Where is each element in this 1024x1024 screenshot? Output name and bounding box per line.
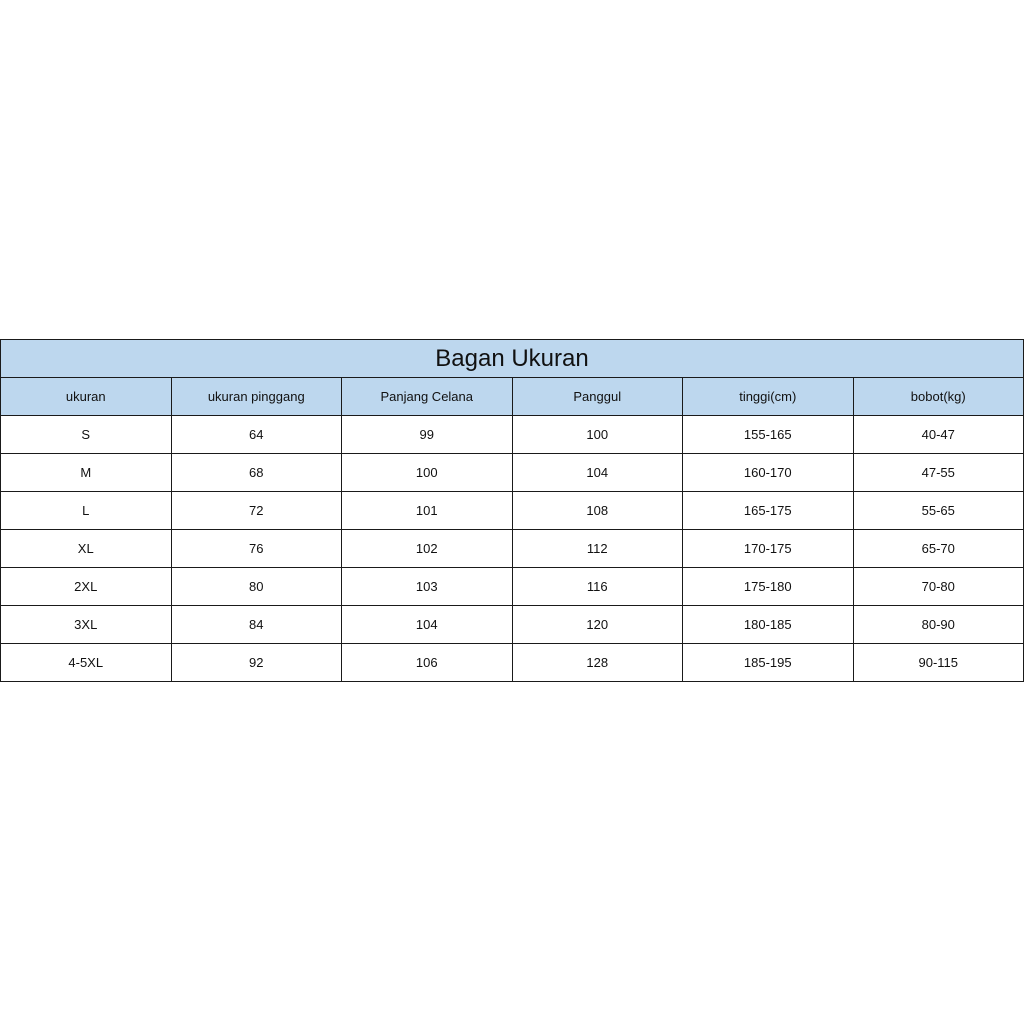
table-cell: 101 — [342, 492, 513, 530]
table-cell: 108 — [512, 492, 683, 530]
table-cell: 90-115 — [853, 644, 1024, 682]
table-row — [1, 530, 1024, 568]
table-cell: 70-80 — [853, 568, 1024, 606]
column-header-ukuran-pinggang: ukuran pinggang — [171, 378, 342, 416]
column-header-tinggi: tinggi(cm) — [683, 378, 854, 416]
table-cell: 175-180 — [683, 568, 854, 606]
table-cell: 47-55 — [853, 454, 1024, 492]
column-header-panjang-celana: Panjang Celana — [342, 378, 513, 416]
size-chart-table — [0, 339, 1024, 682]
table-cell: 55-65 — [853, 492, 1024, 530]
table-row — [1, 568, 1024, 606]
table-cell: L — [1, 492, 172, 530]
table-cell: 106 — [342, 644, 513, 682]
header-row — [1, 378, 1024, 416]
table-cell: 128 — [512, 644, 683, 682]
table-cell: 68 — [171, 454, 342, 492]
table-cell: 100 — [342, 454, 513, 492]
table-cell: 120 — [512, 606, 683, 644]
table-cell: 80-90 — [853, 606, 1024, 644]
table-cell: XL — [1, 530, 172, 568]
table-row — [1, 454, 1024, 492]
table-cell: 65-70 — [853, 530, 1024, 568]
table-cell: 155-165 — [683, 416, 854, 454]
table-cell: 165-175 — [683, 492, 854, 530]
table-cell: 80 — [171, 568, 342, 606]
table-cell: 180-185 — [683, 606, 854, 644]
table-cell: 103 — [342, 568, 513, 606]
table-title: Bagan Ukuran — [1, 340, 1024, 378]
table-cell: 92 — [171, 644, 342, 682]
table-cell: 112 — [512, 530, 683, 568]
table-cell: 102 — [342, 530, 513, 568]
table-cell: 170-175 — [683, 530, 854, 568]
title-row — [1, 340, 1024, 378]
table-cell: M — [1, 454, 172, 492]
table-cell: 3XL — [1, 606, 172, 644]
table-cell: 84 — [171, 606, 342, 644]
table-cell: 72 — [171, 492, 342, 530]
table-cell: 104 — [342, 606, 513, 644]
table-row — [1, 492, 1024, 530]
table-cell: 4-5XL — [1, 644, 172, 682]
table-cell: 2XL — [1, 568, 172, 606]
table-cell: S — [1, 416, 172, 454]
table-cell: 104 — [512, 454, 683, 492]
column-header-ukuran: ukuran — [1, 378, 172, 416]
table-cell: 160-170 — [683, 454, 854, 492]
table-row — [1, 644, 1024, 682]
table-cell: 116 — [512, 568, 683, 606]
table-cell: 100 — [512, 416, 683, 454]
column-header-bobot: bobot(kg) — [853, 378, 1024, 416]
table-row — [1, 606, 1024, 644]
table-cell: 64 — [171, 416, 342, 454]
table-cell: 40-47 — [853, 416, 1024, 454]
column-header-panggul: Panggul — [512, 378, 683, 416]
table-cell: 99 — [342, 416, 513, 454]
table-cell: 76 — [171, 530, 342, 568]
table-cell: 185-195 — [683, 644, 854, 682]
table-row — [1, 416, 1024, 454]
